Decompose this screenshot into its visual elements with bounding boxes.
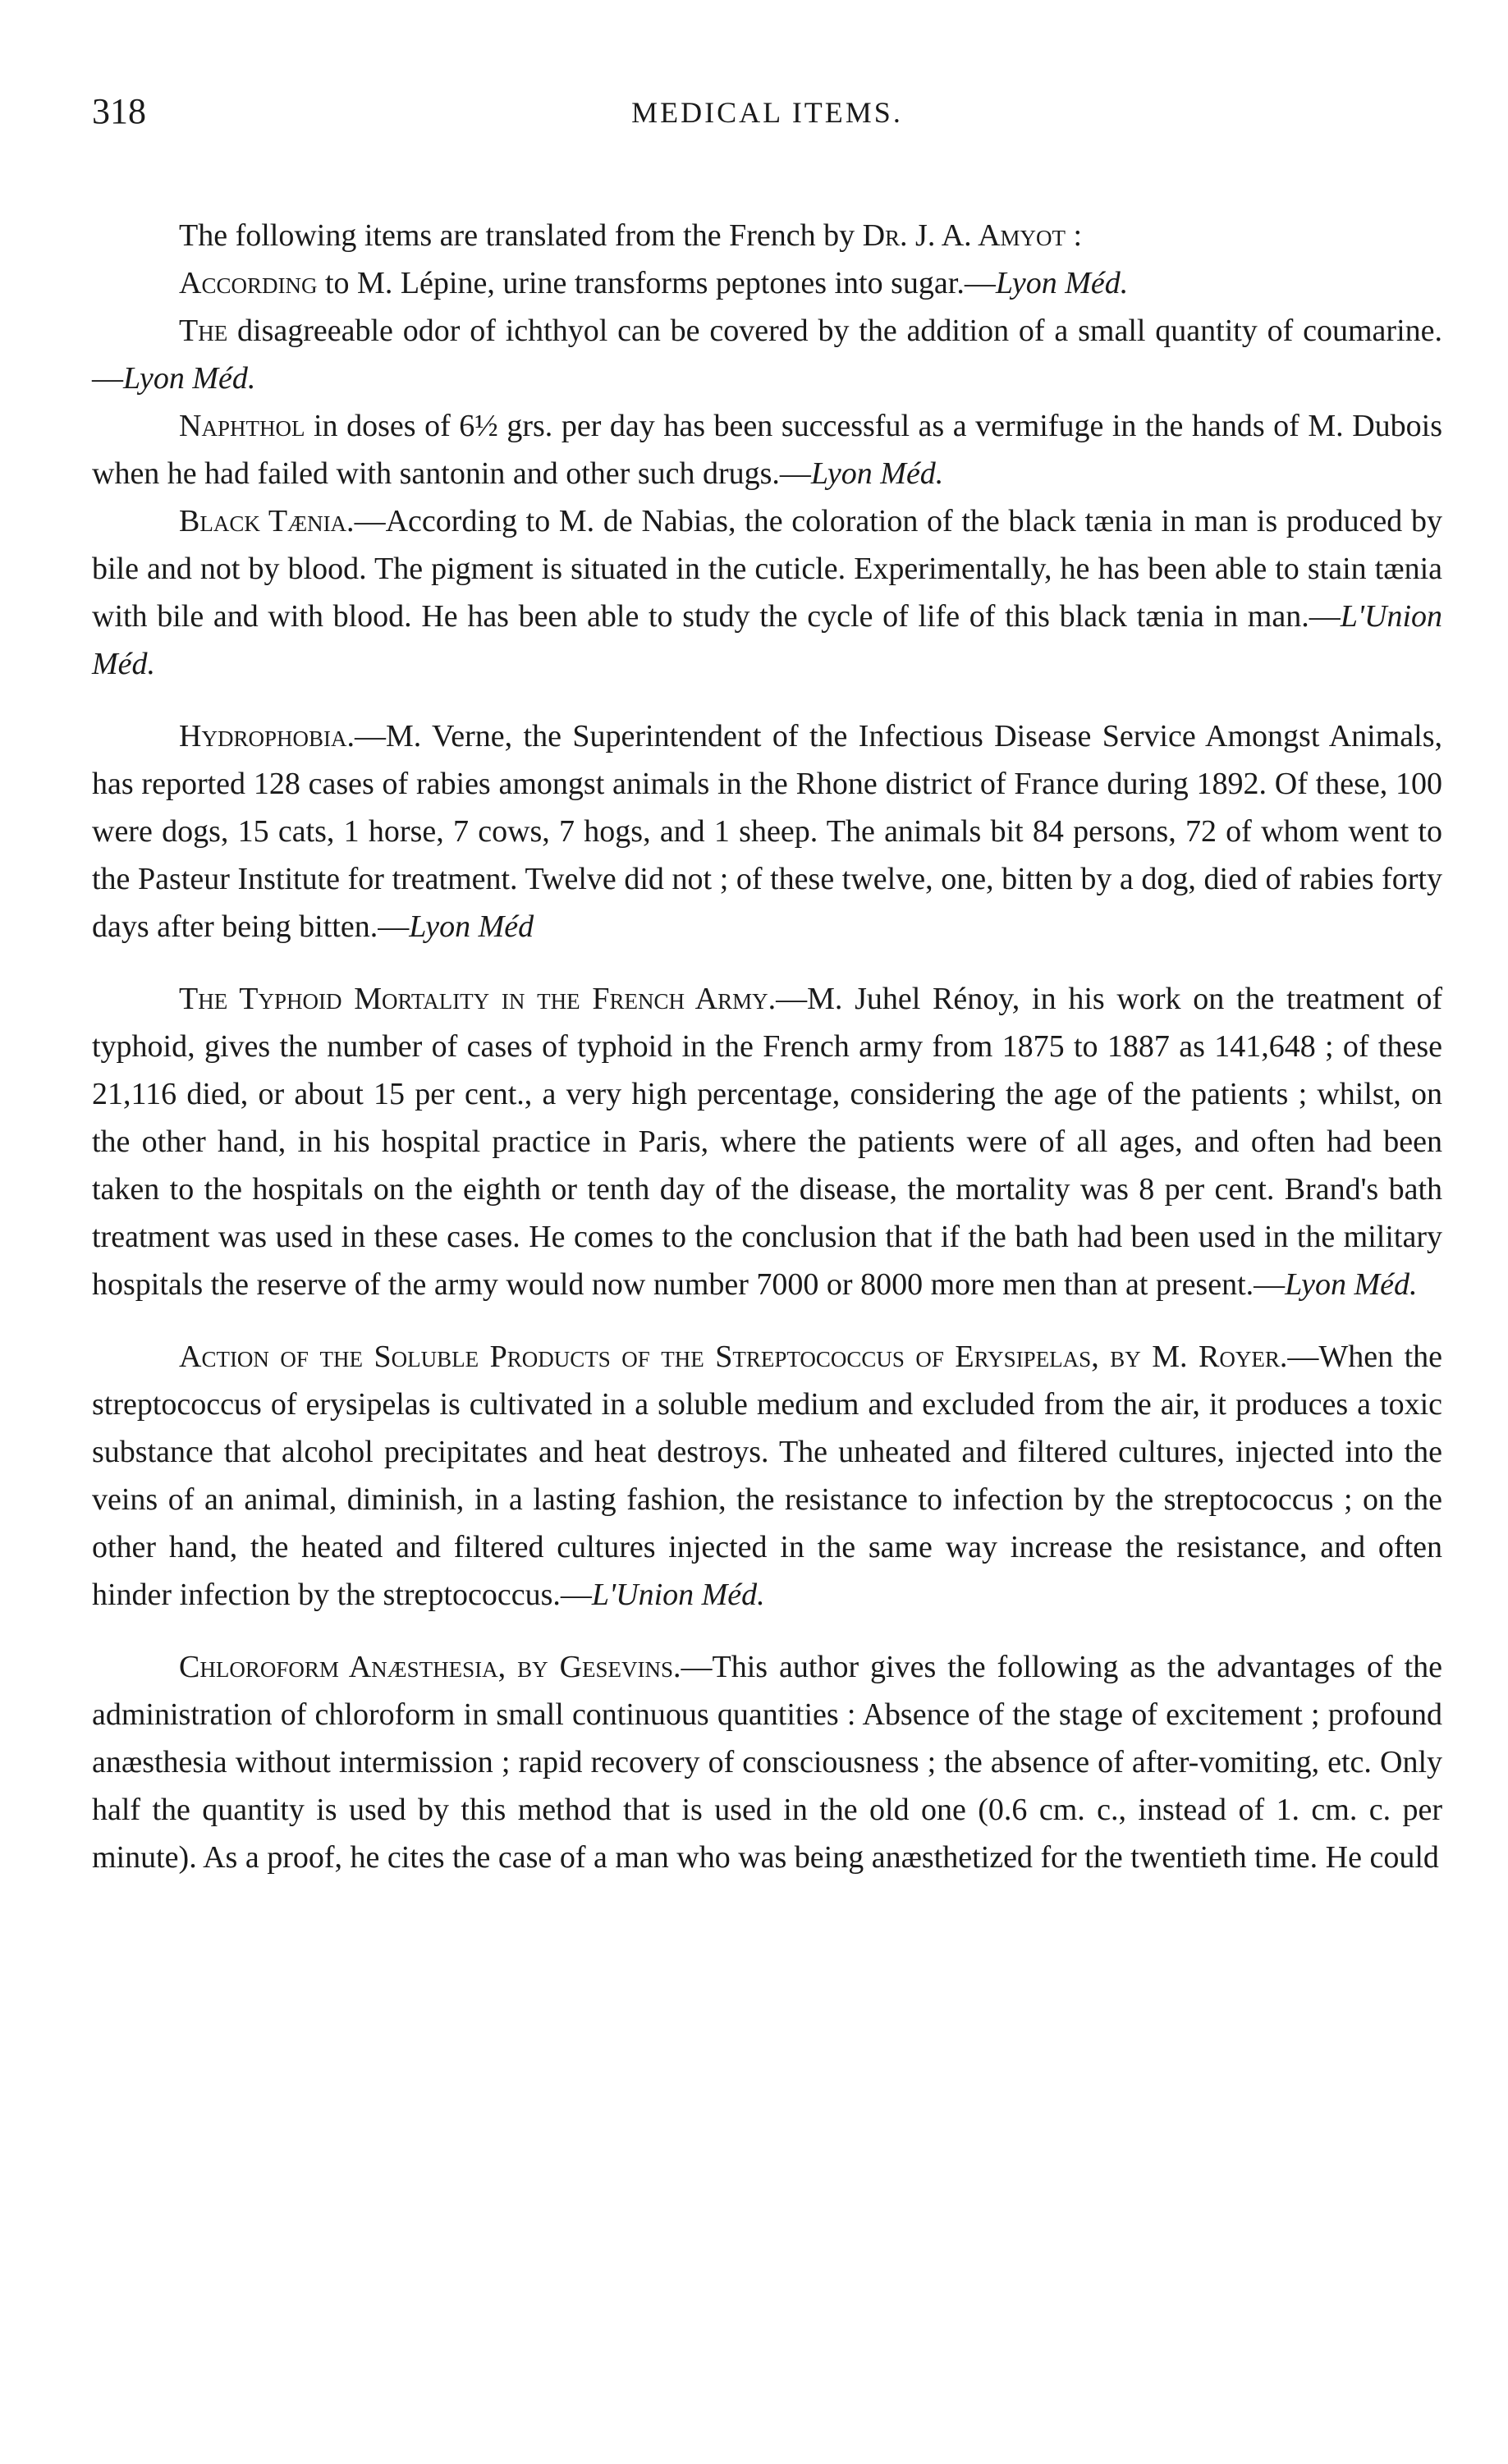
- translator-name: Dr. J. A. Amyot: [862, 218, 1066, 253]
- item-streptococcus: [92, 1333, 1442, 1619]
- item-text: —M. Verne, the Superintendent of the Infectious Disease Service Amongst Animals, has reported 128 cases of rabies amongst animals in the Rhone district of France during 1892. Of these, 100 were dogs, 15 cats, 1 horse, 7 cows, 7 hogs, and 1 sheep. The animals bit 84 persons, 72 of whom went to the Pasteur Institute for treatment. Twelve did not ; of these twelve, one, bitten by a dog, died of rabies forty days after being bitten.—: [92, 719, 1442, 944]
- item-lead: Action of the Soluble Products of the Streptococcus of Erysipelas, by M. Royer.: [179, 1340, 1288, 1374]
- item-source: L'Union Méd.: [591, 1578, 765, 1612]
- intro-paragraph: [92, 212, 1442, 259]
- item-hydrophobia: [92, 712, 1442, 950]
- item-source: Lyon Méd.: [995, 266, 1129, 300]
- item-text: —M. Juhel Rénoy, in his work on the treatment of typhoid, gives the number of cases of typhoid in the French army from 1875 to 1887 as 141,648 ; of these 21,116 died, or about 15 per cent., a very high percentage, considering the age of the patients ; whilst, on the other hand, in his hospital practice in Paris, where the patients were of all ages, and often had been taken to the hospitals on the eighth or tenth day of the disease, the mortality was 8 per cent. Brand's bath treatment was used in these cases. He comes to the conclusion that if the bath had been used in the military hospitals the reserve of the army would now number 7000 or 8000 more men than at present.—: [92, 982, 1442, 1302]
- item-text: to M. Lépine, urine transforms peptones into sugar.—: [317, 266, 996, 300]
- item-source: Lyon Méd: [409, 909, 534, 944]
- item-ichthyol: [92, 307, 1442, 402]
- item-source: Lyon Méd.: [1285, 1267, 1418, 1302]
- item-black-taenia: [92, 497, 1442, 688]
- item-lead: Naphthol: [179, 409, 305, 443]
- item-text: —According to M. de Nabias, the coloration of the black tænia in man is produced by bile and not by blood. The pigment is situated in the cuticle. Experimentally, he has been able to stain tænia with bile and with blood. He has been able to study the cycle of life of this black tænia in man.—: [92, 504, 1442, 634]
- item-lead: Hydrophobia.: [179, 719, 355, 753]
- running-head: MEDICAL ITEMS.: [631, 96, 903, 129]
- item-source: Lyon Méd.: [810, 456, 944, 491]
- item-text: —This author gives the following as the advantages of the administration of chloroform in small continuous quantities : Absence of the stage of excitement ; profound anæsthesia without intermission ; rapid recovery of consciousness ; the absence of after-vomiting, etc. Only half the quantity is used by this method that is used in the old one (0.6 cm. c., instead of 1. cm. c. per minute). As a proof, he cites the case of a man who was being anæsthetized for the twentieth time. He could: [92, 1650, 1442, 1875]
- item-source: Lyon Méd.: [123, 361, 256, 396]
- item-text: disagreeable odor of ichthyol can be covered by the addition of a small quantity of coumarine.—: [92, 314, 1442, 396]
- item-lead: Chloroform Anæsthesia, by Gesevins.: [179, 1650, 681, 1684]
- item-typhoid-mortality: [92, 975, 1442, 1308]
- page-header: [92, 90, 1442, 140]
- item-lead: Black Tænia.: [179, 504, 355, 538]
- page-number: 318: [92, 91, 146, 131]
- body-text: [92, 212, 1442, 1881]
- item-lead: The: [179, 314, 228, 348]
- item-lead: The Typhoid Mortality in the French Army.: [179, 982, 777, 1016]
- item-lead: According: [179, 266, 318, 300]
- item-chloroform: [92, 1643, 1442, 1881]
- item-text: —When the streptococcus of erysipelas is cultivated in a soluble medium and excluded from the air, it produces a toxic substance that alcohol precipitates and heat destroys. The unheated and filtered cultures, injected into the veins of an animal, diminish, in a lasting fashion, the resistance to infection by the streptococcus ; on the other hand, the heated and filtered cultures injected in the same way increase the resistance, and often hinder infection by the streptococcus.—: [92, 1340, 1443, 1612]
- item-text: in doses of 6½ grs. per day has been successful as a vermifuge in the hands of M. Dubois when he had failed with santonin and other such drugs.—: [92, 409, 1442, 491]
- item-naphthol: [92, 402, 1442, 497]
- paragraph-text: The following items are translated from the French by: [179, 218, 863, 253]
- item-source: L'Union Méd.: [92, 599, 1442, 681]
- item-lepine: [92, 259, 1442, 307]
- paragraph-end: :: [1066, 218, 1083, 253]
